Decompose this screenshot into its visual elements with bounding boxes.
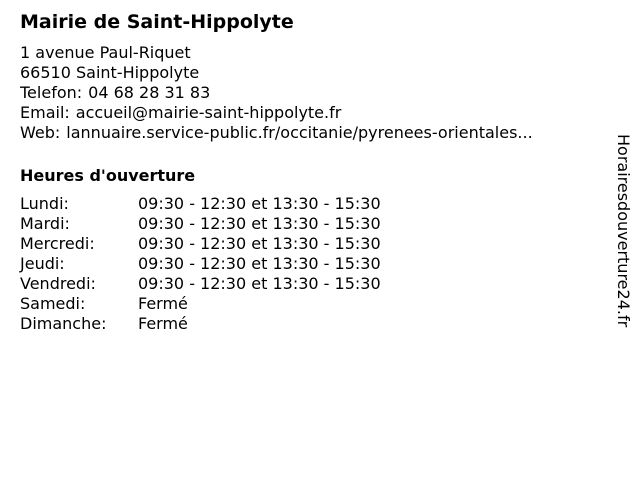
day-hours: 09:30 - 12:30 et 13:30 - 15:30 bbox=[138, 194, 381, 213]
hours-row-vendredi bbox=[20, 274, 600, 294]
hours-row-jeudi bbox=[20, 254, 600, 274]
hours-row-dimanche bbox=[20, 314, 600, 334]
hours-row-samedi bbox=[20, 294, 600, 314]
day-hours: Fermé bbox=[138, 314, 188, 333]
day-label: Dimanche: bbox=[20, 314, 107, 333]
day-hours: 09:30 - 12:30 et 13:30 - 15:30 bbox=[138, 254, 381, 273]
hours-row-mercredi bbox=[20, 234, 600, 254]
day-hours: 09:30 - 12:30 et 13:30 - 15:30 bbox=[138, 274, 381, 293]
hours-heading: Heures d'ouverture bbox=[20, 166, 196, 185]
email-link[interactable]: accueil@mairie-saint-hippolyte.fr bbox=[75, 103, 342, 122]
hours-list bbox=[20, 194, 600, 334]
day-label: Samedi: bbox=[20, 294, 86, 313]
address-line-city: 66510 Saint-Hippolyte bbox=[20, 63, 200, 82]
day-label: Mercredi: bbox=[20, 234, 95, 253]
phone-link[interactable]: 04 68 28 31 83 bbox=[88, 83, 211, 102]
web-row bbox=[20, 123, 600, 143]
day-hours: 09:30 - 12:30 et 13:30 - 15:30 bbox=[138, 234, 381, 253]
phone-label: Telefon: bbox=[20, 83, 83, 102]
office-card bbox=[20, 10, 600, 334]
day-label: Mardi: bbox=[20, 214, 70, 233]
email-label: Email: bbox=[20, 103, 70, 122]
address-line-street: 1 avenue Paul-Riquet bbox=[20, 43, 191, 62]
site-watermark[interactable]: Horairesdouverture24.fr bbox=[614, 134, 633, 328]
day-label: Vendredi: bbox=[20, 274, 96, 293]
day-hours: 09:30 - 12:30 et 13:30 - 15:30 bbox=[138, 214, 381, 233]
hours-row-lundi bbox=[20, 194, 600, 214]
hours-row-mardi bbox=[20, 214, 600, 234]
office-name: Mairie de Saint-Hippolyte bbox=[20, 11, 294, 33]
day-hours: Fermé bbox=[138, 294, 188, 313]
email-row bbox=[20, 103, 600, 123]
web-label: Web: bbox=[20, 123, 61, 142]
web-link[interactable]: lannuaire.service-public.fr/occitanie/pyrenees-orientales... bbox=[66, 123, 533, 142]
day-label: Jeudi: bbox=[20, 254, 65, 273]
phone-row bbox=[20, 83, 600, 103]
day-label: Lundi: bbox=[20, 194, 69, 213]
